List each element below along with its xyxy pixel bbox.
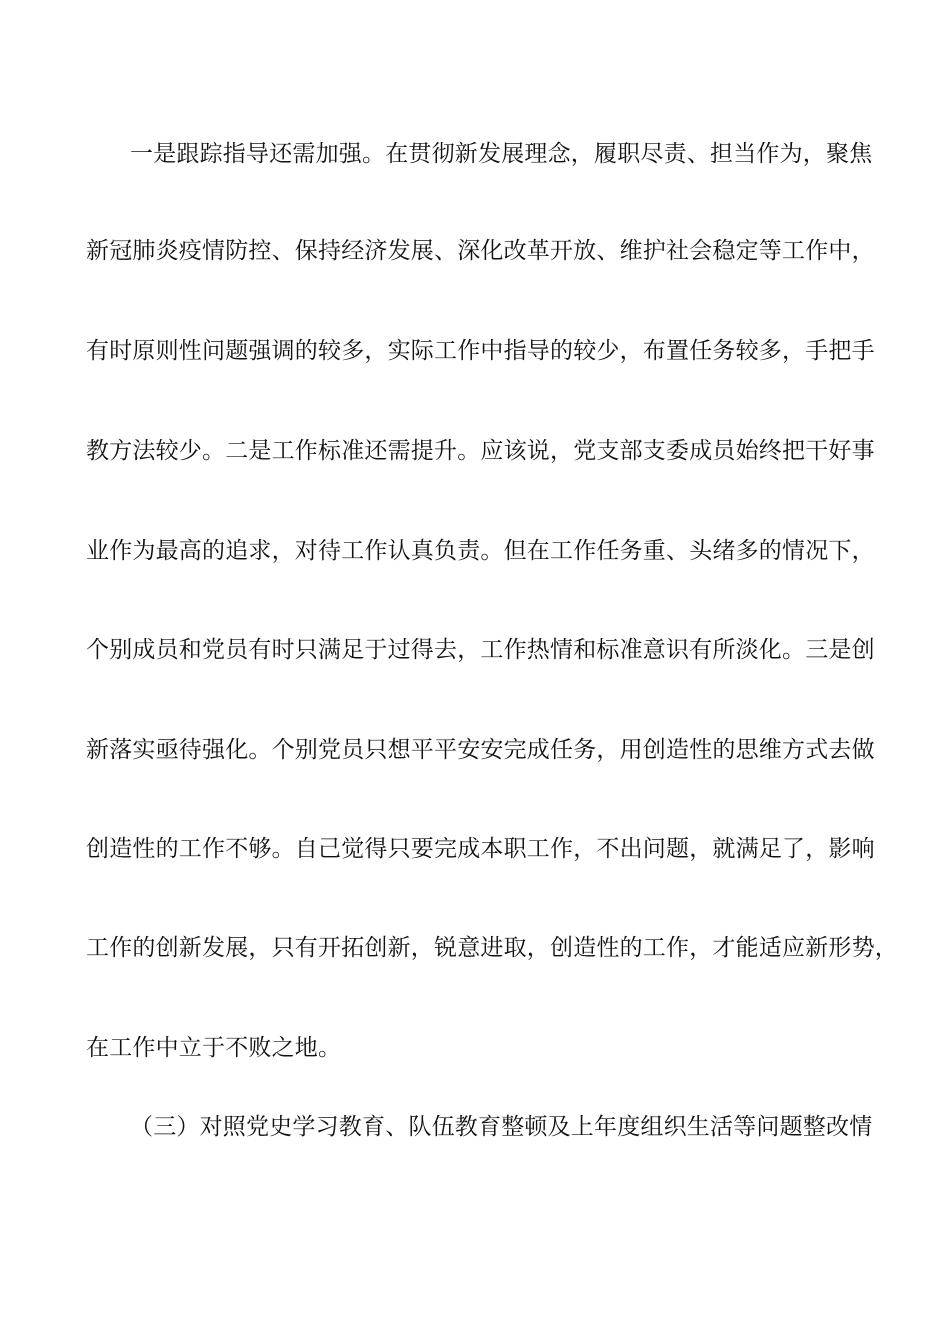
paragraph-line: 业作为最高的追求，对待工作认真负责。但在工作任务重、头绪多的情况下， <box>86 538 875 564</box>
paragraph-line: 一是跟踪指导还需加强。在贯彻新发展理念，履职尽责、担当作为，聚焦 <box>130 141 873 167</box>
paragraph-line: 有时原则性问题强调的较多，实际工作中指导的较少，布置任务较多，手把手 <box>86 338 875 364</box>
paragraph-line: 新落实亟待强化。个别党员只想平平安安完成任务，用创造性的思维方式去做 <box>86 737 875 763</box>
paragraph-line: 教方法较少。二是工作标准还需提升。应该说，党支部支委成员始终把干好事 <box>86 438 875 464</box>
paragraph-line: 在工作中立于不败之地。 <box>86 1035 342 1061</box>
paragraph-line: 创造性的工作不够。自己觉得只要完成本职工作，不出问题，就满足了，影响 <box>86 836 875 862</box>
section-heading: （三）对照党史学习教育、队伍教育整顿及上年度组织生活等问题整改情 <box>130 1114 873 1140</box>
paragraph-line: 工作的创新发展，只有开拓创新，锐意进取，创造性的工作，才能适应新形势， <box>86 935 898 961</box>
paragraph-line: 个别成员和党员有时只满足于过得去，工作热情和标准意识有所淡化。三是创 <box>86 637 875 663</box>
paragraph-line: 新冠肺炎疫情防控、保持经济发展、深化改革开放、维护社会稳定等工作中， <box>86 238 875 264</box>
